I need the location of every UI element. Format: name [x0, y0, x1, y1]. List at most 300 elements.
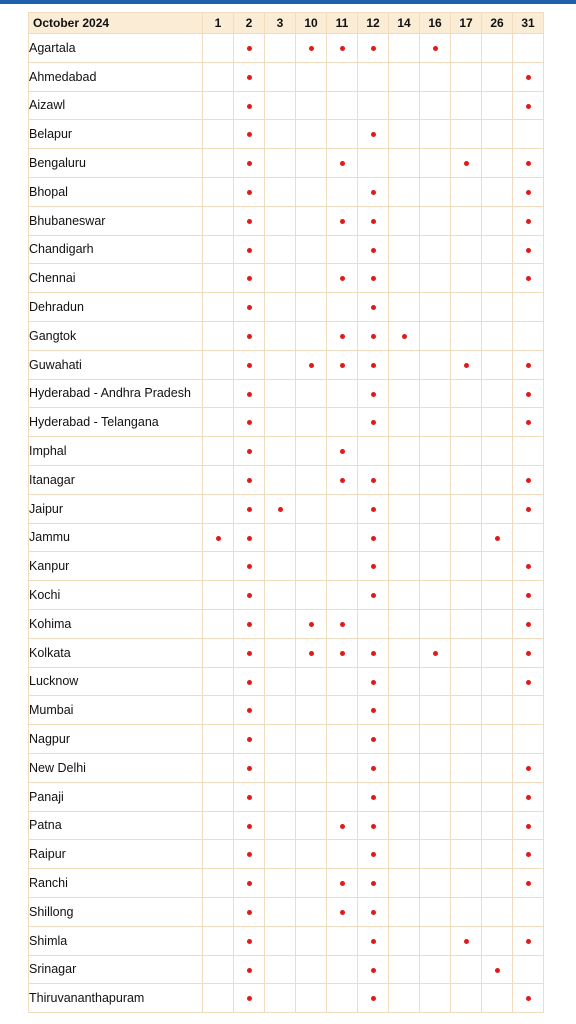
- date-cell: [420, 293, 451, 322]
- city-name: Agartala: [29, 34, 203, 63]
- date-cell: [265, 408, 296, 437]
- red-dot-icon: [371, 852, 376, 857]
- date-cell: [389, 581, 420, 610]
- date-cell: [482, 869, 513, 898]
- date-cell: [420, 725, 451, 754]
- red-dot-icon: [526, 75, 531, 80]
- red-dot-icon: [526, 996, 531, 1001]
- red-dot-icon: [371, 478, 376, 483]
- red-dot-icon: [371, 564, 376, 569]
- city-name: Hyderabad - Telangana: [29, 408, 203, 437]
- date-cell: [451, 984, 482, 1013]
- date-cell: [234, 494, 265, 523]
- city-name: Belapur: [29, 120, 203, 149]
- date-cell: [513, 293, 544, 322]
- date-cell: [513, 120, 544, 149]
- date-cell: [389, 696, 420, 725]
- date-cell: [296, 552, 327, 581]
- table-row: [29, 321, 544, 350]
- date-cell: [451, 926, 482, 955]
- city-name: Raipur: [29, 840, 203, 869]
- date-cell: [234, 465, 265, 494]
- red-dot-icon: [371, 363, 376, 368]
- date-cell: [296, 897, 327, 926]
- red-dot-icon: [371, 881, 376, 886]
- red-dot-icon: [371, 248, 376, 253]
- red-dot-icon: [371, 939, 376, 944]
- date-cell: [234, 667, 265, 696]
- date-cell: [358, 840, 389, 869]
- date-cell: [234, 408, 265, 437]
- date-cell: [296, 34, 327, 63]
- red-dot-icon: [371, 968, 376, 973]
- date-cell: [327, 811, 358, 840]
- date-cell: [451, 206, 482, 235]
- date-cell: [296, 91, 327, 120]
- date-cell: [482, 34, 513, 63]
- city-name: Shillong: [29, 897, 203, 926]
- date-cell: [482, 494, 513, 523]
- date-cell: [203, 408, 234, 437]
- red-dot-icon: [247, 536, 252, 541]
- date-cell: [420, 149, 451, 178]
- date-cell: [482, 638, 513, 667]
- column-header: 3: [265, 13, 296, 34]
- red-dot-icon: [526, 392, 531, 397]
- date-cell: [296, 293, 327, 322]
- date-cell: [482, 926, 513, 955]
- table-row: [29, 91, 544, 120]
- red-dot-icon: [371, 795, 376, 800]
- date-cell: [234, 62, 265, 91]
- red-dot-icon: [526, 795, 531, 800]
- date-cell: [203, 609, 234, 638]
- red-dot-icon: [526, 824, 531, 829]
- city-name: Kohima: [29, 609, 203, 638]
- date-cell: [203, 984, 234, 1013]
- date-cell: [389, 293, 420, 322]
- date-cell: [234, 926, 265, 955]
- date-cell: [358, 350, 389, 379]
- red-dot-icon: [247, 276, 252, 281]
- date-cell: [203, 725, 234, 754]
- date-cell: [389, 120, 420, 149]
- date-cell: [513, 437, 544, 466]
- table-row: [29, 897, 544, 926]
- date-cell: [513, 725, 544, 754]
- date-cell: [420, 552, 451, 581]
- date-cell: [327, 91, 358, 120]
- table-row: [29, 552, 544, 581]
- date-cell: [482, 581, 513, 610]
- date-cell: [265, 897, 296, 926]
- date-cell: [265, 437, 296, 466]
- date-cell: [265, 62, 296, 91]
- table-row: [29, 753, 544, 782]
- city-name: Bhopal: [29, 177, 203, 206]
- column-header: 10: [296, 13, 327, 34]
- column-header: 12: [358, 13, 389, 34]
- red-dot-icon: [526, 363, 531, 368]
- date-cell: [358, 552, 389, 581]
- date-cell: [451, 235, 482, 264]
- date-cell: [389, 638, 420, 667]
- date-cell: [203, 494, 234, 523]
- date-cell: [389, 177, 420, 206]
- date-cell: [203, 149, 234, 178]
- red-dot-icon: [526, 104, 531, 109]
- red-dot-icon: [526, 190, 531, 195]
- date-cell: [358, 206, 389, 235]
- red-dot-icon: [526, 507, 531, 512]
- red-dot-icon: [247, 392, 252, 397]
- red-dot-icon: [371, 766, 376, 771]
- date-cell: [265, 638, 296, 667]
- date-cell: [482, 149, 513, 178]
- month-title: October 2024: [29, 13, 203, 34]
- date-cell: [234, 811, 265, 840]
- table-row: [29, 811, 544, 840]
- date-cell: [513, 782, 544, 811]
- date-cell: [296, 725, 327, 754]
- column-header: 2: [234, 13, 265, 34]
- date-cell: [513, 581, 544, 610]
- table-row: [29, 235, 544, 264]
- date-cell: [482, 206, 513, 235]
- red-dot-icon: [247, 104, 252, 109]
- city-name: Mumbai: [29, 696, 203, 725]
- red-dot-icon: [526, 564, 531, 569]
- date-cell: [358, 465, 389, 494]
- date-cell: [327, 177, 358, 206]
- date-cell: [203, 955, 234, 984]
- red-dot-icon: [247, 305, 252, 310]
- date-cell: [327, 120, 358, 149]
- date-cell: [327, 609, 358, 638]
- date-cell: [420, 696, 451, 725]
- date-cell: [513, 638, 544, 667]
- red-dot-icon: [278, 507, 283, 512]
- date-cell: [482, 120, 513, 149]
- red-dot-icon: [433, 651, 438, 656]
- date-cell: [420, 91, 451, 120]
- date-cell: [203, 811, 234, 840]
- red-dot-icon: [247, 939, 252, 944]
- date-cell: [513, 264, 544, 293]
- date-cell: [327, 955, 358, 984]
- red-dot-icon: [526, 939, 531, 944]
- date-cell: [482, 811, 513, 840]
- date-cell: [203, 206, 234, 235]
- date-cell: [234, 437, 265, 466]
- date-cell: [389, 465, 420, 494]
- column-header: 31: [513, 13, 544, 34]
- date-cell: [389, 321, 420, 350]
- red-dot-icon: [247, 75, 252, 80]
- date-cell: [389, 869, 420, 898]
- red-dot-icon: [340, 824, 345, 829]
- red-dot-icon: [247, 564, 252, 569]
- date-cell: [265, 552, 296, 581]
- date-cell: [358, 869, 389, 898]
- date-cell: [203, 753, 234, 782]
- date-cell: [358, 34, 389, 63]
- table-row: [29, 984, 544, 1013]
- date-cell: [203, 465, 234, 494]
- date-cell: [358, 293, 389, 322]
- date-cell: [296, 379, 327, 408]
- red-dot-icon: [371, 593, 376, 598]
- date-cell: [482, 609, 513, 638]
- date-cell: [482, 465, 513, 494]
- red-dot-icon: [433, 46, 438, 51]
- date-cell: [327, 465, 358, 494]
- date-cell: [451, 177, 482, 206]
- date-cell: [203, 437, 234, 466]
- date-cell: [389, 523, 420, 552]
- red-dot-icon: [247, 132, 252, 137]
- date-cell: [296, 955, 327, 984]
- table-row: [29, 62, 544, 91]
- red-dot-icon: [247, 248, 252, 253]
- date-cell: [265, 984, 296, 1013]
- date-cell: [420, 494, 451, 523]
- date-cell: [296, 782, 327, 811]
- table-header-row: [29, 13, 544, 34]
- date-cell: [451, 840, 482, 869]
- table-row: [29, 955, 544, 984]
- date-cell: [203, 379, 234, 408]
- date-cell: [203, 782, 234, 811]
- date-cell: [203, 34, 234, 63]
- red-dot-icon: [526, 161, 531, 166]
- date-cell: [482, 696, 513, 725]
- table-row: [29, 379, 544, 408]
- red-dot-icon: [371, 190, 376, 195]
- date-cell: [327, 869, 358, 898]
- city-name: Thiruvananthapuram: [29, 984, 203, 1013]
- date-cell: [358, 62, 389, 91]
- date-cell: [327, 62, 358, 91]
- date-cell: [389, 552, 420, 581]
- red-dot-icon: [247, 449, 252, 454]
- red-dot-icon: [247, 507, 252, 512]
- red-dot-icon: [247, 680, 252, 685]
- table-row: [29, 696, 544, 725]
- date-cell: [389, 494, 420, 523]
- date-cell: [513, 149, 544, 178]
- date-cell: [389, 34, 420, 63]
- date-cell: [389, 811, 420, 840]
- date-cell: [482, 177, 513, 206]
- date-cell: [389, 437, 420, 466]
- date-cell: [358, 897, 389, 926]
- date-cell: [327, 638, 358, 667]
- date-cell: [296, 177, 327, 206]
- date-cell: [234, 581, 265, 610]
- red-dot-icon: [247, 46, 252, 51]
- date-cell: [296, 926, 327, 955]
- date-cell: [513, 321, 544, 350]
- date-cell: [482, 350, 513, 379]
- date-cell: [389, 408, 420, 437]
- date-cell: [203, 264, 234, 293]
- table-row: [29, 725, 544, 754]
- date-cell: [203, 62, 234, 91]
- date-cell: [513, 34, 544, 63]
- date-cell: [234, 609, 265, 638]
- date-cell: [265, 235, 296, 264]
- date-cell: [327, 523, 358, 552]
- date-cell: [203, 177, 234, 206]
- table-row: [29, 350, 544, 379]
- table-row: [29, 437, 544, 466]
- city-name: Ranchi: [29, 869, 203, 898]
- date-cell: [327, 34, 358, 63]
- date-cell: [327, 667, 358, 696]
- date-cell: [451, 667, 482, 696]
- red-dot-icon: [309, 651, 314, 656]
- red-dot-icon: [526, 651, 531, 656]
- red-dot-icon: [340, 219, 345, 224]
- date-cell: [234, 350, 265, 379]
- red-dot-icon: [340, 334, 345, 339]
- date-cell: [513, 984, 544, 1013]
- red-dot-icon: [247, 219, 252, 224]
- date-cell: [265, 581, 296, 610]
- red-dot-icon: [371, 276, 376, 281]
- date-cell: [513, 206, 544, 235]
- date-cell: [296, 811, 327, 840]
- city-name: Jammu: [29, 523, 203, 552]
- date-cell: [420, 840, 451, 869]
- date-cell: [265, 149, 296, 178]
- date-cell: [451, 552, 482, 581]
- red-dot-icon: [340, 478, 345, 483]
- date-cell: [265, 811, 296, 840]
- date-cell: [327, 984, 358, 1013]
- date-cell: [203, 897, 234, 926]
- table-row: [29, 120, 544, 149]
- table-row: [29, 206, 544, 235]
- date-cell: [327, 696, 358, 725]
- date-cell: [420, 62, 451, 91]
- date-cell: [420, 926, 451, 955]
- date-cell: [389, 264, 420, 293]
- date-cell: [513, 465, 544, 494]
- table-row: [29, 177, 544, 206]
- bank-holiday-table: [28, 12, 544, 1013]
- date-cell: [296, 869, 327, 898]
- red-dot-icon: [371, 996, 376, 1001]
- date-cell: [451, 62, 482, 91]
- date-cell: [296, 984, 327, 1013]
- date-cell: [296, 206, 327, 235]
- date-cell: [389, 62, 420, 91]
- red-dot-icon: [371, 824, 376, 829]
- date-cell: [265, 523, 296, 552]
- date-cell: [482, 264, 513, 293]
- date-cell: [327, 379, 358, 408]
- red-dot-icon: [247, 737, 252, 742]
- date-cell: [513, 91, 544, 120]
- date-cell: [389, 897, 420, 926]
- date-cell: [451, 321, 482, 350]
- date-cell: [420, 350, 451, 379]
- date-cell: [451, 437, 482, 466]
- red-dot-icon: [371, 219, 376, 224]
- city-name: Imphal: [29, 437, 203, 466]
- date-cell: [420, 379, 451, 408]
- date-cell: [420, 638, 451, 667]
- date-cell: [234, 91, 265, 120]
- date-cell: [203, 350, 234, 379]
- date-cell: [265, 840, 296, 869]
- date-cell: [234, 120, 265, 149]
- date-cell: [203, 840, 234, 869]
- date-cell: [327, 897, 358, 926]
- city-name: Nagpur: [29, 725, 203, 754]
- city-name: Gangtok: [29, 321, 203, 350]
- date-cell: [358, 494, 389, 523]
- red-dot-icon: [526, 248, 531, 253]
- date-cell: [513, 696, 544, 725]
- date-cell: [513, 753, 544, 782]
- date-cell: [389, 609, 420, 638]
- date-cell: [296, 350, 327, 379]
- date-cell: [451, 897, 482, 926]
- date-cell: [203, 523, 234, 552]
- table-row: [29, 840, 544, 869]
- date-cell: [451, 725, 482, 754]
- red-dot-icon: [526, 852, 531, 857]
- date-cell: [296, 321, 327, 350]
- red-dot-icon: [247, 824, 252, 829]
- date-cell: [389, 840, 420, 869]
- date-cell: [482, 91, 513, 120]
- city-name: Chandigarh: [29, 235, 203, 264]
- date-cell: [265, 206, 296, 235]
- date-cell: [482, 725, 513, 754]
- date-cell: [358, 581, 389, 610]
- date-cell: [513, 926, 544, 955]
- city-name: Lucknow: [29, 667, 203, 696]
- date-cell: [234, 523, 265, 552]
- date-cell: [513, 609, 544, 638]
- date-cell: [420, 869, 451, 898]
- date-cell: [389, 782, 420, 811]
- red-dot-icon: [526, 622, 531, 627]
- date-cell: [358, 149, 389, 178]
- date-cell: [234, 206, 265, 235]
- table-row: [29, 149, 544, 178]
- date-cell: [203, 235, 234, 264]
- red-dot-icon: [216, 536, 221, 541]
- date-cell: [420, 897, 451, 926]
- top-accent-bar: [0, 0, 576, 4]
- date-cell: [513, 379, 544, 408]
- table-body: [29, 34, 544, 1013]
- table-row: [29, 34, 544, 63]
- city-name: Guwahati: [29, 350, 203, 379]
- date-cell: [482, 321, 513, 350]
- date-cell: [265, 264, 296, 293]
- red-dot-icon: [340, 276, 345, 281]
- date-cell: [482, 955, 513, 984]
- date-cell: [358, 782, 389, 811]
- date-cell: [234, 34, 265, 63]
- table-row: [29, 408, 544, 437]
